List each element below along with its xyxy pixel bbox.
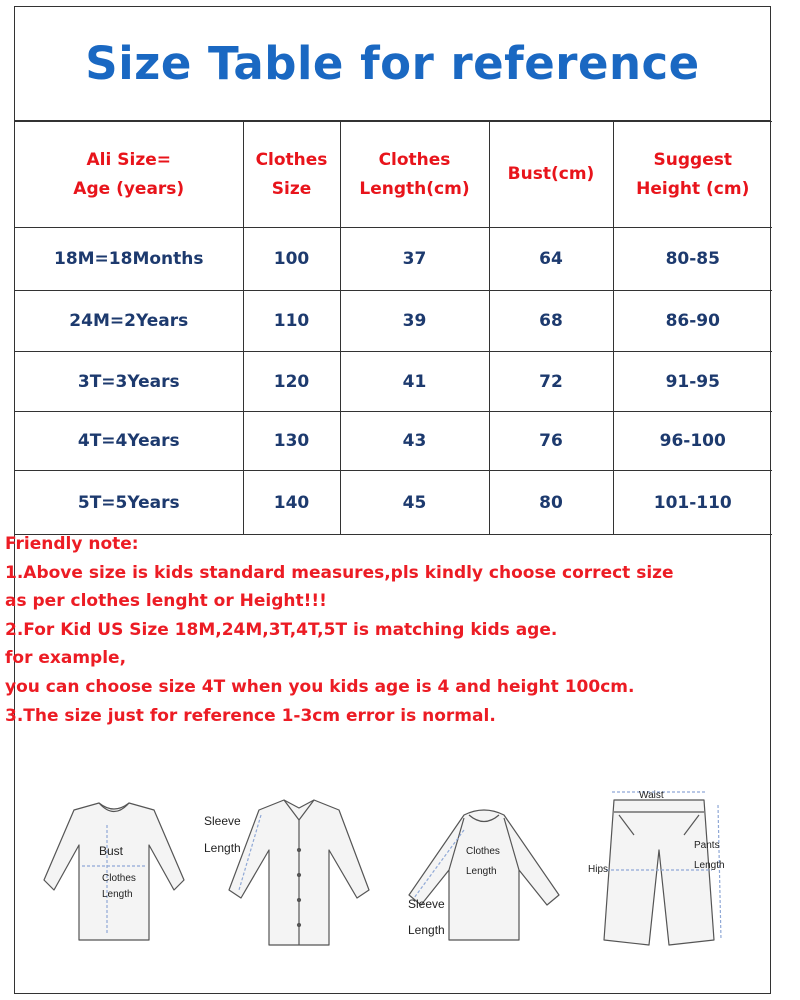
header-clothes-length: Clothes Length(cm) (340, 122, 489, 228)
cell-size: 140 (243, 471, 340, 535)
cell-size: 120 (243, 352, 340, 412)
garment-illustrations (14, 770, 764, 960)
header-suggest-height: Suggest Height (cm) (613, 122, 772, 228)
note-line: as per clothes lenght or Height!!! (5, 591, 327, 612)
cell-length: 37 (340, 228, 489, 291)
cell-age: 5T=5Years (15, 471, 243, 535)
cell-age: 3T=3Years (15, 352, 243, 412)
pants-hips-label: Hips (588, 864, 609, 875)
cell-length: 45 (340, 471, 489, 535)
cell-bust: 80 (489, 471, 613, 535)
cell-length: 43 (340, 412, 489, 471)
table-row (15, 471, 772, 535)
cell-age: 18M=18Months (15, 228, 243, 291)
note-line: 1.Above size is kids standard measures,pls kindly choose correct size (5, 562, 674, 583)
pants-waist-label: Waist (639, 790, 664, 801)
header-clothes-size: Clothes Size (243, 122, 340, 228)
note-line: 3.The size just for reference 1-3cm error is normal. (5, 705, 496, 726)
page-title: Size Table for reference (85, 37, 700, 90)
cell-bust: 64 (489, 228, 613, 291)
sweater-sleeve-label-2: Length (408, 923, 445, 937)
sweater-length-label-2: Length (466, 866, 497, 877)
cell-length: 41 (340, 352, 489, 412)
table-row (15, 352, 772, 412)
cell-size: 110 (243, 291, 340, 352)
header-ali-size: Ali Size= Age (years) (15, 122, 243, 228)
cell-age: 24M=2Years (15, 291, 243, 352)
cell-bust: 76 (489, 412, 613, 471)
tshirt-illustration (44, 803, 184, 940)
pants-length-label-1: Pants (694, 840, 720, 851)
tshirt-bust-label: Bust (99, 844, 124, 858)
table-row (15, 228, 772, 291)
shirt-sleeve-label-2: Length (204, 841, 241, 855)
cell-height: 101-110 (613, 471, 772, 535)
cell-height: 91-95 (613, 352, 772, 412)
cell-size: 130 (243, 412, 340, 471)
tshirt-length-label-1: Clothes (102, 873, 136, 884)
cell-height: 86-90 (613, 291, 772, 352)
note-line: you can choose size 4T when you kids age is 4 and height 100cm. (5, 676, 635, 697)
table-row (15, 291, 772, 352)
shirt-illustration (229, 800, 369, 945)
title-box (15, 7, 770, 121)
note-line: 2.For Kid US Size 18M,24M,3T,4T,5T is matching kids age. (5, 619, 558, 640)
size-table (15, 121, 772, 535)
friendly-notes (5, 530, 755, 730)
cell-length: 39 (340, 291, 489, 352)
measurement-diagrams (14, 770, 764, 960)
cell-age: 4T=4Years (15, 412, 243, 471)
shirt-sleeve-label-1: Sleeve (204, 814, 241, 828)
cell-bust: 72 (489, 352, 613, 412)
note-line: for example, (5, 648, 127, 669)
cell-height: 96-100 (613, 412, 772, 471)
header-bust: Bust(cm) (489, 122, 613, 228)
pants-length-label-2: Length (694, 860, 725, 871)
sweater-sleeve-label-1: Sleeve (408, 897, 445, 911)
cell-height: 80-85 (613, 228, 772, 291)
sweater-length-label-1: Clothes (466, 846, 500, 857)
cell-size: 100 (243, 228, 340, 291)
cell-bust: 68 (489, 291, 613, 352)
table-row (15, 412, 772, 471)
table-header-row (15, 122, 772, 228)
note-heading: Friendly note: (5, 534, 139, 554)
tshirt-length-label-2: Length (102, 889, 133, 900)
